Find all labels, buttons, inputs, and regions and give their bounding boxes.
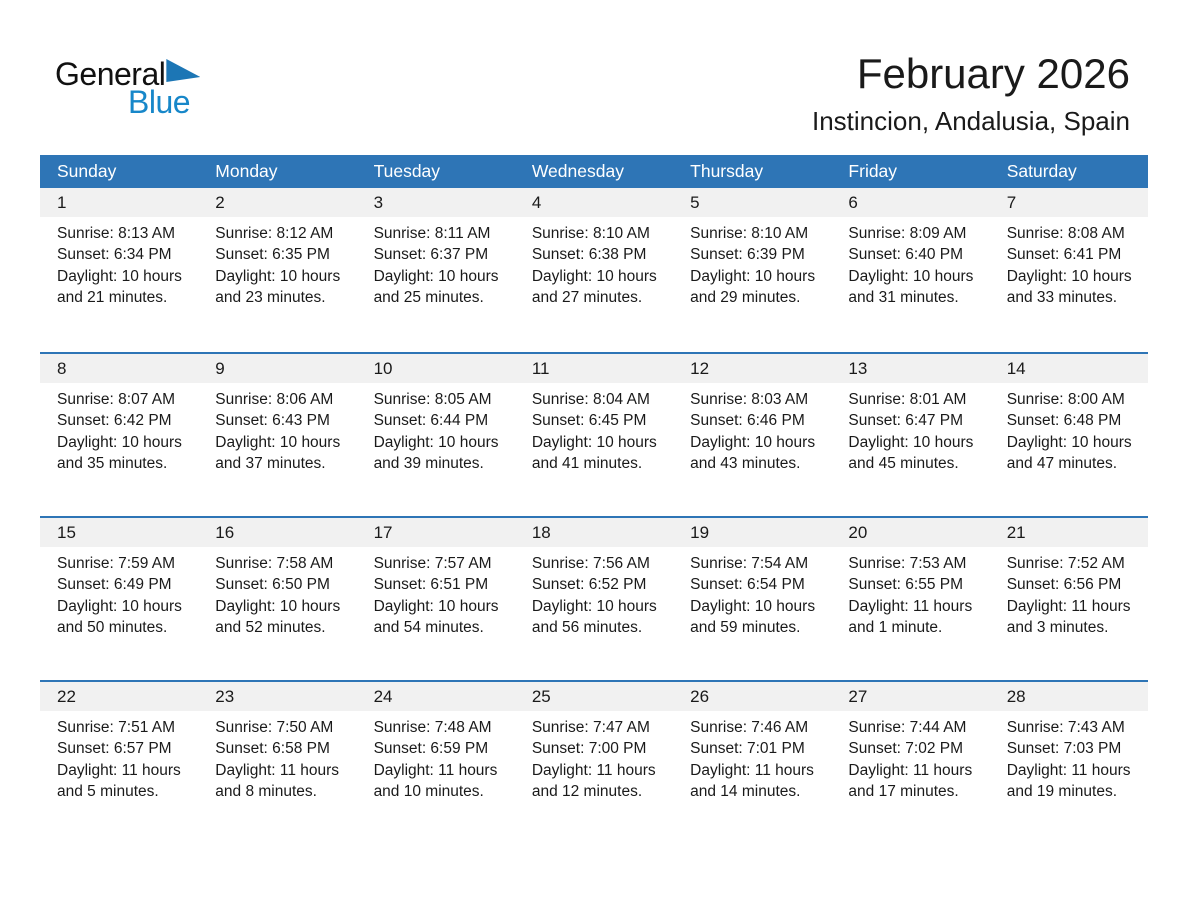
day-cell <box>40 682 198 844</box>
daylight-text-line1: Daylight: 10 hours <box>531 433 657 451</box>
logo-text-blue: Blue <box>128 84 191 120</box>
daylight-text-line2: and 43 minutes. <box>690 455 801 473</box>
day-number: 18 <box>515 518 673 547</box>
day-cell <box>40 188 198 352</box>
daylight-text-line2: and 25 minutes. <box>373 289 484 307</box>
day-cell <box>831 354 989 516</box>
daylight-text-line1: Daylight: 10 hours <box>373 267 499 285</box>
sunset-text: Sunset: 6:37 PM <box>373 246 489 264</box>
day-details <box>198 547 356 639</box>
day-number: 20 <box>831 518 989 547</box>
daylight-text-line2: and 56 minutes. <box>531 619 643 637</box>
sunset-text: Sunset: 6:45 PM <box>531 412 647 430</box>
daylight-text-line1: Daylight: 11 hours <box>57 761 181 779</box>
sunset-text: Sunset: 6:46 PM <box>690 412 805 430</box>
sunset-text: Sunset: 6:47 PM <box>848 412 964 430</box>
sunrise-text: Sunrise: 8:06 AM <box>215 391 334 408</box>
sunrise-text: Sunrise: 7:56 AM <box>531 555 650 572</box>
day-cell <box>357 188 515 352</box>
sunset-text: Sunset: 7:00 PM <box>531 740 647 758</box>
daylight-text-line2: and 41 minutes. <box>531 455 643 473</box>
daylight-text-line2: and 14 minutes. <box>690 783 801 801</box>
day-number: 7 <box>990 188 1148 217</box>
sunset-text: Sunset: 6:38 PM <box>531 246 647 264</box>
daylight-text-line2: and 12 minutes. <box>531 783 643 801</box>
day-number: 2 <box>198 188 356 217</box>
day-number: 16 <box>198 518 356 547</box>
sunrise-text: Sunrise: 7:54 AM <box>690 555 809 572</box>
page-header <box>0 0 1188 155</box>
sunset-text: Sunset: 6:58 PM <box>215 740 330 758</box>
calendar-body <box>40 188 1148 844</box>
logo-triangle-icon <box>166 59 200 82</box>
day-cell <box>990 518 1148 680</box>
day-cell <box>673 188 831 352</box>
daylight-text-line1: Daylight: 10 hours <box>690 597 816 615</box>
day-cell <box>198 682 356 844</box>
day-details <box>673 383 831 475</box>
day-details <box>40 711 198 803</box>
sunrise-text: Sunrise: 8:05 AM <box>373 391 492 408</box>
sunrise-text: Sunrise: 8:12 AM <box>215 225 334 242</box>
sunset-text: Sunset: 6:56 PM <box>1006 576 1122 594</box>
daylight-text-line1: Daylight: 10 hours <box>690 267 816 285</box>
daylight-text-line1: Daylight: 10 hours <box>373 597 499 615</box>
day-details <box>515 217 673 309</box>
daylight-text-line2: and 1 minute. <box>848 619 943 637</box>
sunset-text: Sunset: 6:54 PM <box>690 576 805 594</box>
day-cell <box>515 682 673 844</box>
day-details <box>515 547 673 639</box>
daylight-text-line1: Daylight: 10 hours <box>690 433 816 451</box>
sunset-text: Sunset: 6:41 PM <box>1006 246 1122 264</box>
day-cell <box>990 354 1148 516</box>
week-row <box>40 680 1148 844</box>
day-cell <box>357 518 515 680</box>
sunrise-text: Sunrise: 7:50 AM <box>215 719 334 736</box>
day-details <box>40 217 198 309</box>
sunrise-text: Sunrise: 7:57 AM <box>373 555 492 572</box>
day-details <box>357 217 515 309</box>
sunrise-text: Sunrise: 8:09 AM <box>848 225 967 242</box>
daylight-text-line2: and 50 minutes. <box>57 619 168 637</box>
day-cell <box>673 682 831 844</box>
daylight-text-line2: and 10 minutes. <box>373 783 484 801</box>
day-details <box>198 383 356 475</box>
daylight-text-line1: Daylight: 10 hours <box>215 267 341 285</box>
day-details <box>673 547 831 639</box>
sunrise-text: Sunrise: 7:51 AM <box>57 719 176 736</box>
daylight-text-line2: and 3 minutes. <box>1006 619 1109 637</box>
daylight-text-line2: and 17 minutes. <box>848 783 959 801</box>
day-cell <box>198 518 356 680</box>
month-title: February 2026 <box>856 50 1130 97</box>
sunrise-text: Sunrise: 8:13 AM <box>57 225 176 242</box>
weekday-header-sunday: Sunday <box>57 161 117 181</box>
sunrise-text: Sunrise: 8:10 AM <box>690 225 809 242</box>
daylight-text-line2: and 31 minutes. <box>848 289 959 307</box>
day-number: 17 <box>357 518 515 547</box>
day-details <box>673 217 831 309</box>
daylight-text-line1: Daylight: 10 hours <box>373 433 499 451</box>
daylight-text-line2: and 37 minutes. <box>215 455 326 473</box>
sunset-text: Sunset: 6:52 PM <box>531 576 647 594</box>
daylight-text-line1: Daylight: 10 hours <box>215 597 341 615</box>
daylight-text-line1: Daylight: 11 hours <box>1006 597 1131 615</box>
sunrise-text: Sunrise: 7:47 AM <box>531 719 650 736</box>
day-number: 4 <box>515 188 673 217</box>
title-block <box>812 50 1130 137</box>
day-cell <box>831 682 989 844</box>
day-cell <box>673 354 831 516</box>
sunrise-text: Sunrise: 7:53 AM <box>848 555 967 572</box>
sunset-text: Sunset: 6:40 PM <box>848 246 964 264</box>
day-number: 28 <box>990 682 1148 711</box>
weekday-header-thursday: Thursday <box>690 161 764 181</box>
daylight-text-line1: Daylight: 11 hours <box>531 761 656 779</box>
day-details <box>515 711 673 803</box>
day-details <box>198 217 356 309</box>
calendar-table <box>40 155 1148 844</box>
daylight-text-line2: and 47 minutes. <box>1006 455 1117 473</box>
day-details <box>673 711 831 803</box>
day-number: 3 <box>357 188 515 217</box>
day-number: 21 <box>990 518 1148 547</box>
daylight-text-line2: and 39 minutes. <box>373 455 484 473</box>
day-details <box>40 383 198 475</box>
day-details <box>990 547 1148 639</box>
daylight-text-line1: Daylight: 10 hours <box>57 597 182 615</box>
daylight-text-line1: Daylight: 11 hours <box>848 761 973 779</box>
day-number: 24 <box>357 682 515 711</box>
daylight-text-line1: Daylight: 11 hours <box>690 761 814 779</box>
sunset-text: Sunset: 7:02 PM <box>848 740 964 758</box>
day-number: 6 <box>831 188 989 217</box>
general-blue-logo <box>55 50 200 118</box>
sunrise-text: Sunrise: 8:10 AM <box>531 225 650 242</box>
day-details <box>198 711 356 803</box>
sunset-text: Sunset: 6:42 PM <box>57 412 172 430</box>
sunset-text: Sunset: 6:44 PM <box>373 412 489 430</box>
sunrise-text: Sunrise: 7:52 AM <box>1006 555 1125 572</box>
day-number: 10 <box>357 354 515 383</box>
day-number: 23 <box>198 682 356 711</box>
weekday-header-monday: Monday <box>215 161 278 181</box>
sunset-text: Sunset: 6:51 PM <box>373 576 489 594</box>
day-number: 1 <box>40 188 198 217</box>
daylight-text-line1: Daylight: 11 hours <box>373 761 498 779</box>
daylight-text-line2: and 33 minutes. <box>1006 289 1117 307</box>
day-details <box>831 217 989 309</box>
day-cell <box>40 354 198 516</box>
day-number: 26 <box>673 682 831 711</box>
sunset-text: Sunset: 6:34 PM <box>57 246 172 264</box>
weekday-header-tuesday: Tuesday <box>373 161 441 181</box>
day-number: 12 <box>673 354 831 383</box>
day-number: 27 <box>831 682 989 711</box>
day-cell <box>515 518 673 680</box>
daylight-text-line2: and 19 minutes. <box>1006 783 1117 801</box>
daylight-text-line1: Daylight: 10 hours <box>531 597 657 615</box>
location-subtitle: Instincion, Andalusia, Spain <box>812 106 1130 137</box>
sunrise-text: Sunrise: 7:46 AM <box>690 719 809 736</box>
week-row <box>40 516 1148 680</box>
sunset-text: Sunset: 6:50 PM <box>215 576 330 594</box>
day-number: 9 <box>198 354 356 383</box>
day-details <box>831 711 989 803</box>
sunset-text: Sunset: 7:03 PM <box>1006 740 1122 758</box>
daylight-text-line1: Daylight: 10 hours <box>57 267 182 285</box>
day-cell <box>357 682 515 844</box>
day-details <box>357 711 515 803</box>
daylight-text-line1: Daylight: 10 hours <box>848 267 974 285</box>
sunset-text: Sunset: 6:57 PM <box>57 740 172 758</box>
daylight-text-line2: and 35 minutes. <box>57 455 168 473</box>
day-number: 25 <box>515 682 673 711</box>
day-details <box>357 547 515 639</box>
sunrise-text: Sunrise: 7:43 AM <box>1006 719 1125 736</box>
day-number: 19 <box>673 518 831 547</box>
day-cell <box>357 354 515 516</box>
daylight-text-line1: Daylight: 10 hours <box>848 433 974 451</box>
sunrise-text: Sunrise: 7:44 AM <box>848 719 967 736</box>
sunrise-text: Sunrise: 7:58 AM <box>215 555 334 572</box>
sunset-text: Sunset: 6:59 PM <box>373 740 489 758</box>
sunrise-text: Sunrise: 7:59 AM <box>57 555 176 572</box>
daylight-text-line2: and 21 minutes. <box>57 289 168 307</box>
daylight-text-line1: Daylight: 11 hours <box>848 597 973 615</box>
day-cell <box>515 354 673 516</box>
daylight-text-line2: and 8 minutes. <box>215 783 317 801</box>
sunset-text: Sunset: 6:35 PM <box>215 246 330 264</box>
day-number: 14 <box>990 354 1148 383</box>
sunset-text: Sunset: 7:01 PM <box>690 740 805 758</box>
sunset-text: Sunset: 6:43 PM <box>215 412 330 430</box>
sunset-text: Sunset: 6:39 PM <box>690 246 805 264</box>
day-cell <box>831 518 989 680</box>
sunset-text: Sunset: 6:55 PM <box>848 576 964 594</box>
daylight-text-line2: and 59 minutes. <box>690 619 801 637</box>
week-row <box>40 188 1148 352</box>
day-details <box>515 383 673 475</box>
sunrise-text: Sunrise: 8:11 AM <box>373 225 491 242</box>
daylight-text-line2: and 27 minutes. <box>531 289 643 307</box>
weekday-header-wednesday: Wednesday <box>531 161 624 181</box>
day-cell <box>990 188 1148 352</box>
daylight-text-line1: Daylight: 10 hours <box>1006 267 1132 285</box>
weekday-header-friday: Friday <box>848 161 898 181</box>
day-details <box>831 383 989 475</box>
daylight-text-line2: and 54 minutes. <box>373 619 484 637</box>
day-cell <box>831 188 989 352</box>
day-number: 8 <box>40 354 198 383</box>
sunset-text: Sunset: 6:48 PM <box>1006 412 1122 430</box>
sunset-text: Sunset: 6:49 PM <box>57 576 172 594</box>
sunrise-text: Sunrise: 8:07 AM <box>57 391 176 408</box>
day-details <box>990 217 1148 309</box>
sunrise-text: Sunrise: 7:48 AM <box>373 719 492 736</box>
day-cell <box>673 518 831 680</box>
day-number: 5 <box>673 188 831 217</box>
day-cell <box>990 682 1148 844</box>
sunrise-text: Sunrise: 8:08 AM <box>1006 225 1125 242</box>
day-cell <box>198 354 356 516</box>
daylight-text-line1: Daylight: 10 hours <box>57 433 182 451</box>
day-number: 15 <box>40 518 198 547</box>
daylight-text-line2: and 52 minutes. <box>215 619 326 637</box>
daylight-text-line2: and 45 minutes. <box>848 455 959 473</box>
daylight-text-line1: Daylight: 11 hours <box>215 761 340 779</box>
daylight-text-line2: and 23 minutes. <box>215 289 326 307</box>
day-details <box>831 547 989 639</box>
day-cell <box>515 188 673 352</box>
logo-text-general: General <box>55 56 166 92</box>
daylight-text-line1: Daylight: 11 hours <box>1006 761 1131 779</box>
weekday-header-row <box>40 155 1148 188</box>
day-number: 11 <box>515 354 673 383</box>
sunrise-text: Sunrise: 8:00 AM <box>1006 391 1125 408</box>
day-details <box>990 383 1148 475</box>
daylight-text-line1: Daylight: 10 hours <box>215 433 341 451</box>
week-row <box>40 352 1148 516</box>
daylight-text-line2: and 5 minutes. <box>57 783 159 801</box>
sunrise-text: Sunrise: 8:03 AM <box>690 391 809 408</box>
day-number: 13 <box>831 354 989 383</box>
day-cell <box>198 188 356 352</box>
daylight-text-line1: Daylight: 10 hours <box>531 267 657 285</box>
sunrise-text: Sunrise: 8:04 AM <box>531 391 650 408</box>
daylight-text-line1: Daylight: 10 hours <box>1006 433 1132 451</box>
day-number: 22 <box>40 682 198 711</box>
day-cell <box>40 518 198 680</box>
weekday-header-saturday: Saturday <box>1006 161 1077 181</box>
daylight-text-line2: and 29 minutes. <box>690 289 801 307</box>
day-details <box>990 711 1148 803</box>
sunrise-text: Sunrise: 8:01 AM <box>848 391 967 408</box>
day-details <box>40 547 198 639</box>
day-details <box>357 383 515 475</box>
